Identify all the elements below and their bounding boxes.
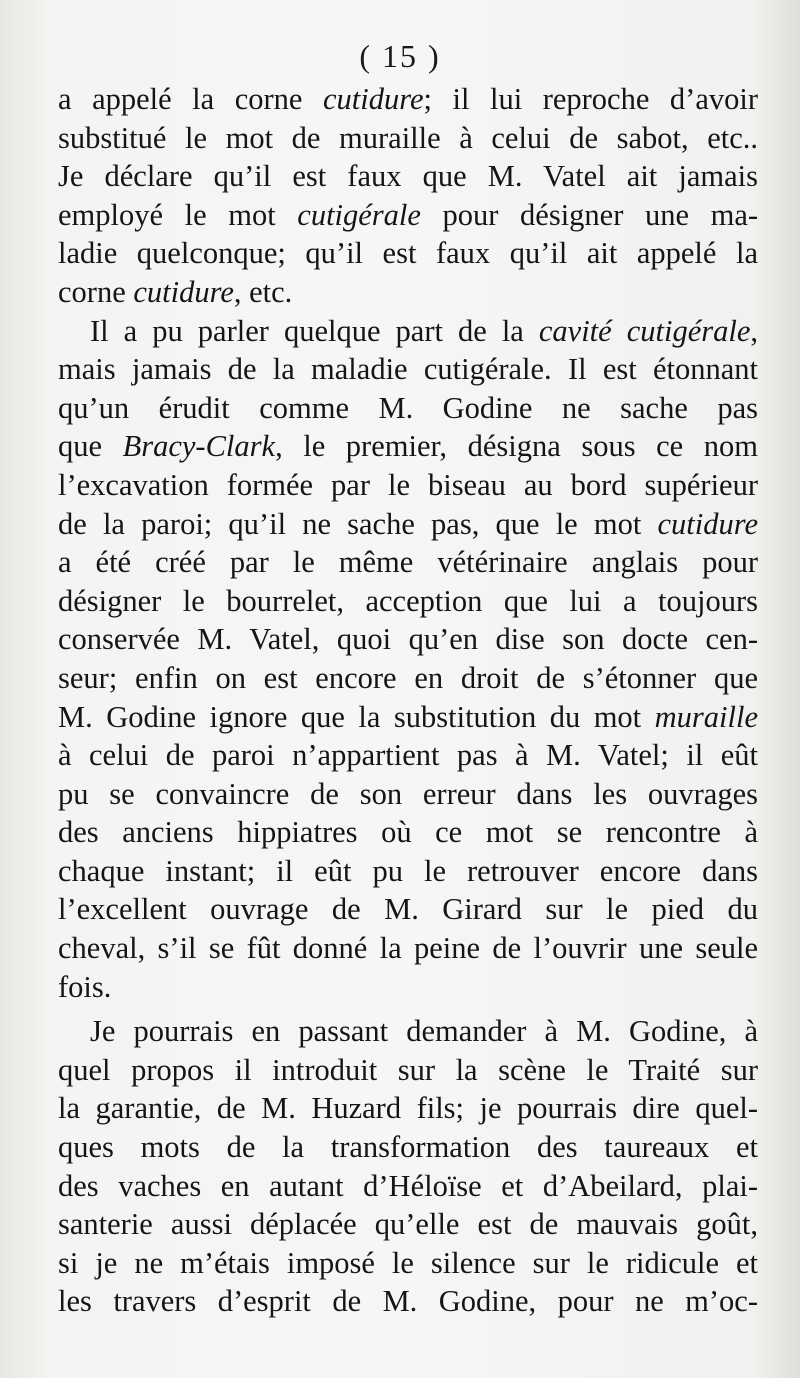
text-run: ; il lui reproche d’avoir xyxy=(423,82,758,116)
text-line xyxy=(58,119,758,158)
text-line xyxy=(58,1012,758,1051)
text-run: Il a pu parler quelque part de la xyxy=(90,313,539,348)
text-run: pu se convaincre de son erreur dans les ouvrages xyxy=(58,776,758,811)
text-run: désigner le bourrelet, acception que lui a toujours xyxy=(58,583,758,618)
text-line xyxy=(58,543,758,582)
text-line xyxy=(58,427,758,466)
text-run: ques mots de la transformation des taureaux et xyxy=(58,1130,758,1165)
text-run: cheval, s’il se fût donné la peine de l’ouvrir une seule xyxy=(58,931,758,966)
text-line xyxy=(58,1167,758,1206)
text-line xyxy=(58,775,758,814)
italic-term: cutidure xyxy=(133,274,234,309)
text-line xyxy=(58,1089,758,1128)
text-run: à celui de paroi n’appartient pas à M. Vatel; il eût xyxy=(58,738,758,773)
text-line xyxy=(58,736,758,775)
text-run: les travers d’esprit de M. Godine, pour ne m’oc- xyxy=(58,1284,758,1319)
text-line xyxy=(58,1051,758,1090)
text-run: , etc. xyxy=(233,274,293,309)
text-run: mais jamais de la maladie cutigérale. Il est étonnant xyxy=(58,352,758,387)
text-line xyxy=(58,582,758,621)
text-line xyxy=(58,852,758,891)
text-line xyxy=(58,659,758,698)
text-run: M. Godine ignore que la substitution du mot xyxy=(58,699,655,734)
text-run: chaque instant; il eût pu le retrouver encore dans xyxy=(58,853,758,888)
text-line xyxy=(58,312,758,351)
text-run: de la paroi; qu’il ne sache pas, que le mot xyxy=(58,506,658,541)
italic-term: cutigérale xyxy=(297,197,421,232)
text-line xyxy=(58,1244,758,1283)
text-run: Je déclare qu’il est faux que M. Vatel ait jamais xyxy=(58,159,758,194)
text-run: quel propos il introduit sur la scène le Traité sur xyxy=(58,1052,758,1087)
text-run: Je pourrais en passant demander à M. Godine, à xyxy=(90,1014,758,1049)
italic-term: Bracy-Clark xyxy=(122,429,276,464)
text-run: si je ne m’étais imposé le silence sur le ridicule et xyxy=(58,1245,758,1280)
text-line xyxy=(58,929,758,968)
italic-term: muraille xyxy=(654,699,758,734)
body-text xyxy=(58,80,758,1321)
text-line xyxy=(58,968,758,1007)
italic-term: cutidure xyxy=(657,506,758,541)
text-line xyxy=(58,389,758,428)
text-run: pour désigner une ma- xyxy=(420,197,759,232)
text-run: corne xyxy=(58,274,134,309)
text-run: substitué le mot de muraille à celui de sabot, etc.. xyxy=(58,120,758,155)
text-run: employé le mot xyxy=(58,197,298,232)
text-line xyxy=(58,466,758,505)
text-run: l’excavation formée par le biseau au bord supérieur xyxy=(58,467,758,502)
text-run: seur; enfin on est encore en droit de s’étonner que xyxy=(58,660,758,695)
text-line xyxy=(58,698,758,737)
text-run: fois. xyxy=(58,969,112,1004)
text-run: l’excellent ouvrage de M. Girard sur le pied du xyxy=(58,892,758,927)
text-run: a appelé la corne xyxy=(58,82,323,116)
text-line xyxy=(58,350,758,389)
text-run: , le premier, désigna sous ce nom xyxy=(275,429,758,464)
text-run: conservée M. Vatel, quoi qu’en dise son docte cen- xyxy=(58,622,758,657)
text-run: , xyxy=(750,313,759,348)
text-run: que xyxy=(58,429,123,464)
text-line xyxy=(58,813,758,852)
text-run: ladie quelconque; qu’il est faux qu’il ait appelé la xyxy=(58,236,758,271)
text-run: des anciens hippiatres où ce mot se rencontre à xyxy=(58,815,758,850)
italic-term: cavité cutigérale xyxy=(538,313,751,348)
text-line xyxy=(58,1128,758,1167)
text-line xyxy=(58,273,758,312)
text-line xyxy=(58,620,758,659)
text-line xyxy=(58,1282,758,1321)
italic-term: cutidure xyxy=(322,82,424,116)
text-line xyxy=(58,196,758,235)
text-line xyxy=(58,234,758,273)
text-run: qu’un érudit comme M. Godine ne sache pas xyxy=(58,390,758,425)
text-run: la garantie, de M. Huzard fils; je pourrais dire quel- xyxy=(58,1091,758,1126)
text-line xyxy=(58,157,758,196)
text-line xyxy=(58,1205,758,1244)
text-line xyxy=(58,80,758,119)
text-line xyxy=(58,890,758,929)
page-number: ( 15 ) xyxy=(359,38,441,74)
text-run: santerie aussi déplacée qu’elle est de mauvais goût, xyxy=(58,1207,758,1242)
text-run: des vaches en autant d’Héloïse et d’Abeilard, plai- xyxy=(58,1168,758,1203)
text-run: a été créé par le même vétérinaire anglais pour xyxy=(58,545,758,580)
text-line xyxy=(58,505,758,544)
